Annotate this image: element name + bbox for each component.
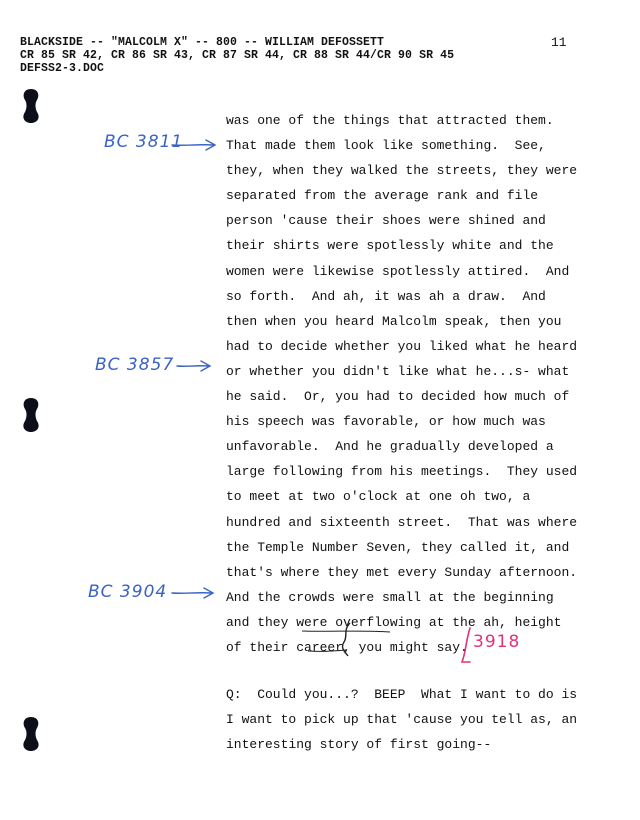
question-line: I want to pick up that 'cause you tell as, an: [226, 712, 578, 728]
transcript-line: unfavorable. And he gradually developed a: [226, 439, 554, 455]
transcript-line: so forth. And ah, it was ah a draw. And: [226, 288, 546, 304]
transcript-line: that's where they met every Sunday afternoon.: [226, 564, 578, 580]
transcript-line: and they were overflowing at the ah, height: [226, 614, 562, 630]
red-timecode-annotation: 3918: [473, 632, 521, 652]
transcript-line: hundred and sixteenth street. That was where: [226, 514, 578, 530]
transcript-line: of their career, you might say.: [226, 639, 468, 655]
transcript-line: women were likewise spotlessly attired. And: [226, 263, 570, 279]
underline-mark: [308, 650, 346, 651]
page-number: 11: [551, 35, 567, 50]
transcript-line: then when you heard Malcolm speak, then you: [226, 313, 562, 329]
header-title-line: BLACKSIDE -- "MALCOLM X" -- 800 -- WILLIAM DEFOSSETT: [20, 36, 385, 49]
transcript-line: That made them look like something. See,: [226, 138, 546, 154]
timecode-annotation: BC 3904: [88, 582, 168, 602]
transcript-line: their shirts were spotlessly white and the: [226, 238, 554, 254]
transcript-line: And the crowds were small at the beginning: [226, 589, 554, 605]
question-line: Q: Could you...? BEEP What I want to do is: [226, 687, 578, 702]
transcript-line: the Temple Number Seven, they called it, and: [226, 539, 570, 555]
transcript-line: person 'cause their shoes were shined and: [226, 213, 546, 229]
section-break-mark: [343, 623, 350, 656]
transcript-line: was one of the things that attracted them.: [226, 113, 554, 128]
timecode-annotation: BC 3811: [104, 132, 184, 152]
transcript-line: or whether you didn't like what he...s- what: [226, 363, 570, 379]
transcript-line: his speech was favorable, or how much was: [226, 414, 546, 430]
timecode-annotation: BC 3857: [95, 355, 175, 375]
transcript-line: separated from the average rank and file: [226, 188, 539, 204]
transcript-line: large following from his meetings. They used: [226, 464, 578, 480]
header-filename: DEFSS2-3.DOC: [20, 62, 105, 75]
transcript-line: they, when they walked the streets, they were: [226, 163, 578, 179]
header-roll-line: CR 85 SR 42, CR 86 SR 43, CR 87 SR 44, CR 88 SR 44/CR 90 SR 45: [20, 49, 455, 62]
transcript-line: he said. Or, you had to decided how much of: [226, 389, 570, 405]
red-bracket-mark: [462, 628, 470, 662]
transcript-line: to meet at two o'clock at one oh two, a: [226, 489, 531, 505]
question-line: interesting story of first going--: [226, 737, 492, 753]
transcript-line: had to decide whether you liked what he heard: [226, 338, 578, 354]
